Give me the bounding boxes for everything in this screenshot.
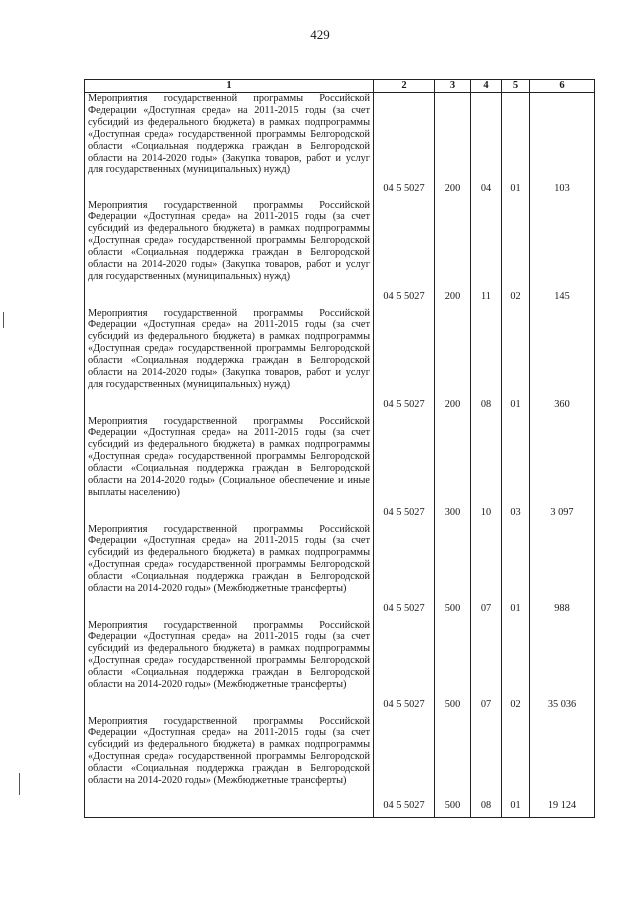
amount-cell: 3 097 [530, 416, 595, 524]
amount-cell: 145 [530, 200, 595, 308]
amount-cell: 35 036 [530, 620, 595, 716]
row-description: Мероприятия государственной программы Российской Федерации «Доступная среда» на 2011-2015 годы (за счет субсидий из федерального бюджета) в рамках подпрограммы «Доступная среда» государственной программы Белгородской области «Социальная поддержка граждан в Белгородской области на 2014-2020 годы» (Межбюджетные трансферты) [85, 716, 374, 818]
table-row [85, 716, 595, 818]
column-header: 1 [85, 80, 374, 93]
subsection-cell: 01 [502, 524, 530, 620]
table-row [85, 416, 595, 524]
table-row [85, 93, 595, 200]
expense-type-cell: 200 [435, 200, 471, 308]
target-code-cell: 04 5 5027 [374, 93, 435, 200]
subsection-cell: 02 [502, 200, 530, 308]
row-description: Мероприятия государственной программы Российской Федерации «Доступная среда» на 2011-2015 годы (за счет субсидий из федерального бюджета) в рамках подпрограммы «Доступная среда» государственной программы Белгородской области «Социальная поддержка граждан в Белгородской области на 2014-2020 годы» (Закупка товаров, работ и услуг для государственных (муниципальных) нужд) [85, 93, 374, 200]
amount-cell: 103 [530, 93, 595, 200]
target-code-cell: 04 5 5027 [374, 716, 435, 818]
column-header: 4 [471, 80, 502, 93]
expense-type-cell: 500 [435, 620, 471, 716]
subsection-cell: 01 [502, 93, 530, 200]
row-description: Мероприятия государственной программы Российской Федерации «Доступная среда» на 2011-2015 годы (за счет субсидий из федерального бюджета) в рамках подпрограммы «Доступная среда» государственной программы Белгородской области «Социальная поддержка граждан в Белгородской области на 2014-2020 годы» (Социальное обеспечение и иные выплаты населению) [85, 416, 374, 524]
amount-cell: 360 [530, 308, 595, 416]
section-cell: 08 [471, 716, 502, 818]
section-cell: 10 [471, 416, 502, 524]
target-code-cell: 04 5 5027 [374, 620, 435, 716]
expense-type-cell: 200 [435, 93, 471, 200]
row-description: Мероприятия государственной программы Российской Федерации «Доступная среда» на 2011-2015 годы (за счет субсидий из федерального бюджета) в рамках подпрограммы «Доступная среда» государственной программы Белгородской области «Социальная поддержка граждан в Белгородской области на 2014-2020 годы» (Межбюджетные трансферты) [85, 620, 374, 716]
expense-type-cell: 500 [435, 524, 471, 620]
table-row [85, 620, 595, 716]
budget-table [84, 79, 595, 818]
amount-cell: 19 124 [530, 716, 595, 818]
row-description: Мероприятия государственной программы Российской Федерации «Доступная среда» на 2011-2015 годы (за счет субсидий из федерального бюджета) в рамках подпрограммы «Доступная среда» государственной программы Белгородской области «Социальная поддержка граждан в Белгородской области на 2014-2020 годы» (Закупка товаров, работ и услуг для государственных (муниципальных) нужд) [85, 308, 374, 416]
table-row [85, 308, 595, 416]
margin-mark [3, 312, 4, 328]
amount-cell: 988 [530, 524, 595, 620]
section-cell: 08 [471, 308, 502, 416]
table-row [85, 524, 595, 620]
section-cell: 04 [471, 93, 502, 200]
subsection-cell: 02 [502, 620, 530, 716]
column-header: 5 [502, 80, 530, 93]
target-code-cell: 04 5 5027 [374, 524, 435, 620]
target-code-cell: 04 5 5027 [374, 200, 435, 308]
row-description: Мероприятия государственной программы Российской Федерации «Доступная среда» на 2011-2015 годы (за счет субсидий из федерального бюджета) в рамках подпрограммы «Доступная среда» государственной программы Белгородской области «Социальная поддержка граждан в Белгородской области на 2014-2020 годы» (Межбюджетные трансферты) [85, 524, 374, 620]
margin-mark [19, 773, 20, 795]
section-cell: 07 [471, 620, 502, 716]
subsection-cell: 01 [502, 308, 530, 416]
expense-type-cell: 300 [435, 416, 471, 524]
column-header: 3 [435, 80, 471, 93]
page-number: 429 [310, 27, 330, 42]
table-row [85, 200, 595, 308]
expense-type-cell: 200 [435, 308, 471, 416]
column-header: 6 [530, 80, 595, 93]
subsection-cell: 01 [502, 716, 530, 818]
target-code-cell: 04 5 5027 [374, 308, 435, 416]
expense-type-cell: 500 [435, 716, 471, 818]
subsection-cell: 03 [502, 416, 530, 524]
header-row [85, 80, 595, 93]
section-cell: 11 [471, 200, 502, 308]
target-code-cell: 04 5 5027 [374, 416, 435, 524]
row-description: Мероприятия государственной программы Российской Федерации «Доступная среда» на 2011-2015 годы (за счет субсидий из федерального бюджета) в рамках подпрограммы «Доступная среда» государственной программы Белгородской области «Социальная поддержка граждан в Белгородской области на 2014-2020 годы» (Закупка товаров, работ и услуг для государственных (муниципальных) нужд) [85, 200, 374, 308]
column-header: 2 [374, 80, 435, 93]
section-cell: 07 [471, 524, 502, 620]
